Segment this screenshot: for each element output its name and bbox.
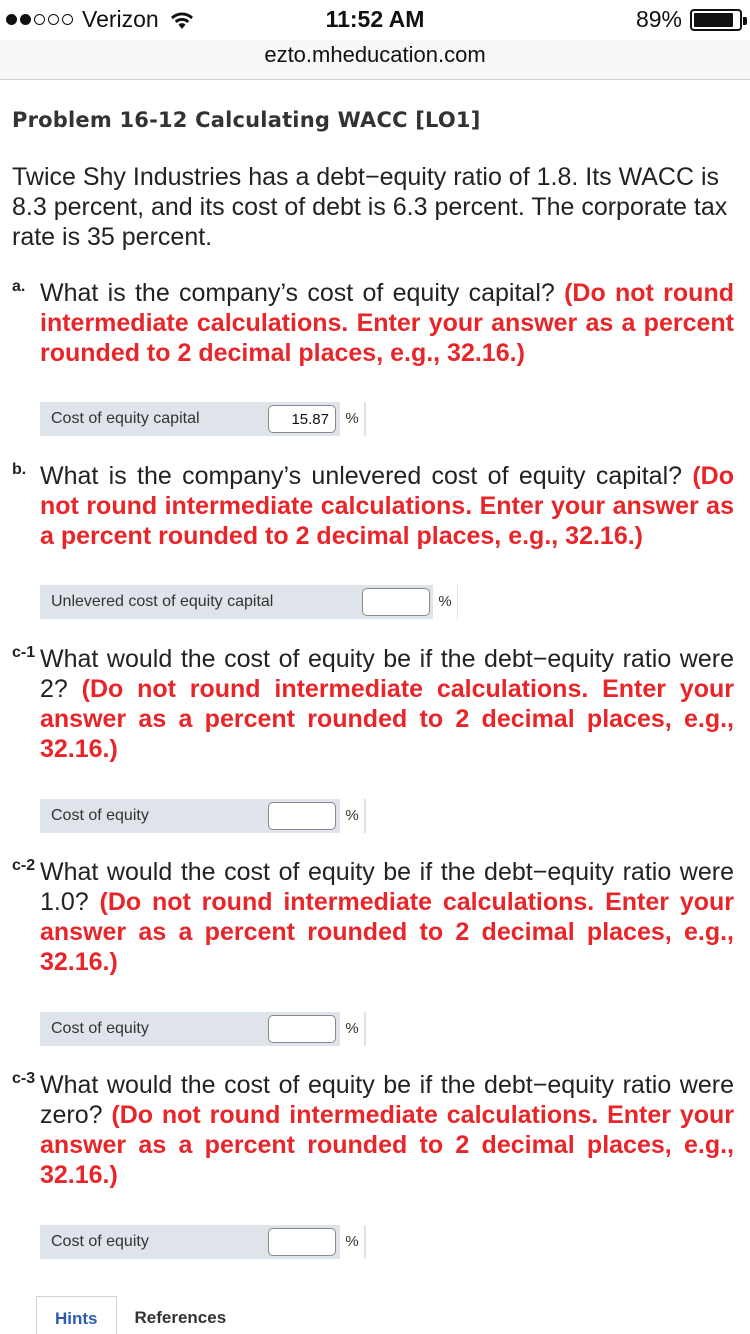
tab-hints[interactable]: Hints bbox=[36, 1296, 117, 1334]
answer-label: Cost of equity bbox=[51, 807, 149, 824]
resource-tabs bbox=[36, 1296, 244, 1334]
cost-of-equity-c3-input[interactable] bbox=[268, 1228, 336, 1256]
question-label: c-1 bbox=[12, 644, 36, 661]
status-bar bbox=[0, 0, 750, 40]
answer-row-b bbox=[40, 585, 458, 619]
question-instruction: (Do not round intermediate calculations. Enter your answer as a percent rounded to 2 decimal places, e.g., 32.16.) bbox=[40, 462, 734, 550]
question-text: What is the company’s cost of equity capital? bbox=[40, 279, 565, 307]
question-c1 bbox=[12, 644, 734, 764]
percent-unit: % bbox=[340, 402, 364, 436]
question-instruction: (Do not round intermediate calculations. Enter your answer as a percent rounded to 2 decimal places, e.g., 32.16.) bbox=[40, 888, 734, 976]
question-b bbox=[12, 461, 734, 551]
question-instruction: (Do not round intermediate calculations. Enter your answer as a percent rounded to 2 decimal places, e.g., 32.16.) bbox=[40, 1101, 734, 1189]
question-instruction: (Do not round intermediate calculations. Enter your answer as a percent rounded to 2 decimal places, e.g., 32.16.) bbox=[40, 675, 734, 763]
problem-intro: Twice Shy Industries has a debt−equity ratio of 1.8. Its WACC is 8.3 percent, and its cost of debt is 6.3 percent. The corporate tax rate is 35 percent. bbox=[12, 163, 728, 251]
question-label: c-2 bbox=[12, 857, 36, 874]
unlevered-cost-of-equity-input[interactable] bbox=[362, 588, 430, 616]
problem-title: Problem 16-12 Calculating WACC [LO1] bbox=[12, 108, 481, 132]
question-a bbox=[12, 278, 734, 368]
percent-unit: % bbox=[433, 585, 457, 619]
question-label: b. bbox=[12, 461, 27, 478]
question-c2 bbox=[12, 857, 734, 977]
answer-row-c1 bbox=[40, 799, 366, 833]
percent-unit: % bbox=[340, 1225, 364, 1259]
address-bar[interactable]: ezto.mheducation.com bbox=[0, 40, 750, 80]
question-instruction: (Do not round intermediate calculations. Enter your answer as a percent rounded to 2 decimal places, e.g., 32.16.) bbox=[40, 279, 734, 367]
tab-references[interactable]: References bbox=[134, 1308, 227, 1327]
question-text: What is the company’s unlevered cost of equity capital? bbox=[40, 462, 693, 490]
percent-unit: % bbox=[340, 799, 364, 833]
clock: 11:52 AM bbox=[325, 6, 425, 32]
battery-status bbox=[636, 6, 742, 33]
question-label: a. bbox=[12, 278, 26, 295]
answer-label: Cost of equity bbox=[51, 1233, 149, 1250]
cost-of-equity-capital-input[interactable] bbox=[268, 405, 336, 433]
carrier-name: Verizon bbox=[82, 6, 159, 32]
answer-row-c3 bbox=[40, 1225, 366, 1259]
question-text: What would the cost of equity be if the debt−equity ratio were zero? bbox=[40, 1071, 734, 1129]
question-text: What would the cost of equity be if the debt−equity ratio were 1.0? bbox=[40, 858, 734, 916]
battery-icon bbox=[690, 9, 742, 31]
answer-label: Unlevered cost of equity capital bbox=[51, 593, 274, 610]
percent-unit: % bbox=[340, 1012, 364, 1046]
answer-row-c2 bbox=[40, 1012, 366, 1046]
answer-label: Cost of equity capital bbox=[51, 410, 200, 427]
cost-of-equity-c1-input[interactable] bbox=[268, 802, 336, 830]
answer-row-a bbox=[40, 402, 366, 436]
question-label: c-3 bbox=[12, 1070, 36, 1087]
question-text: What would the cost of equity be if the debt−equity ratio were 2? bbox=[40, 645, 734, 703]
answer-label: Cost of equity bbox=[51, 1020, 149, 1037]
question-c3 bbox=[12, 1070, 734, 1190]
battery-percent: 89% bbox=[635, 6, 682, 32]
cost-of-equity-c2-input[interactable] bbox=[268, 1015, 336, 1043]
